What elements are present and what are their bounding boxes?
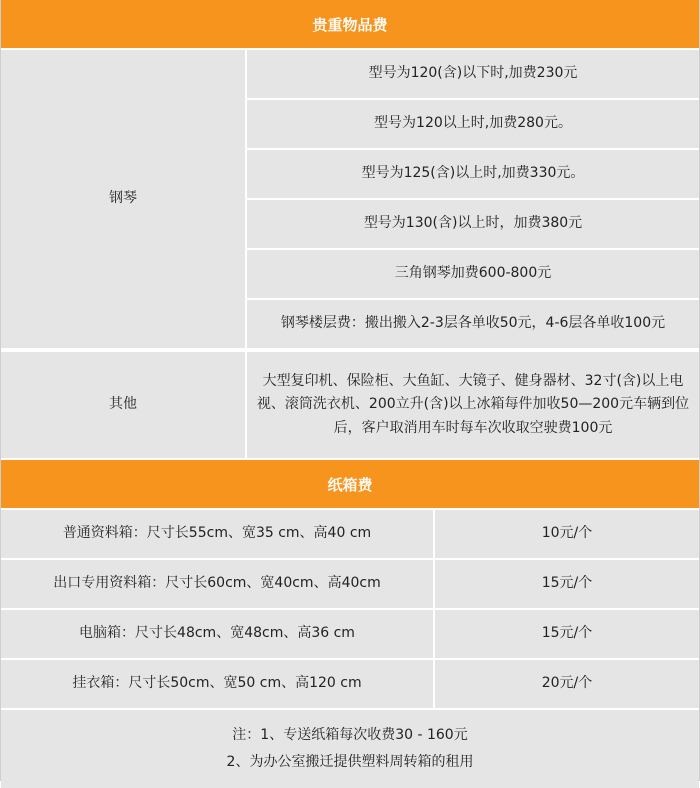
fee-detail-column: [247, 50, 699, 458]
carton-price: 10元/个: [435, 510, 699, 558]
carton-name: 挂衣箱：尺寸长50cm、宽50 cm、高120 cm: [1, 660, 433, 708]
cartons-note: [1, 710, 699, 788]
piano-category-label: 钢琴: [1, 50, 245, 348]
carton-row: [1, 560, 699, 608]
carton-name: 电脑箱：尺寸长48cm、宽48cm、高36 cm: [1, 610, 433, 658]
piano-fee-item: 三角钢琴加费600-800元: [247, 250, 699, 298]
carton-price: 15元/个: [435, 560, 699, 608]
piano-floor-fee-item: 钢琴楼层费：搬出搬入2-3层各单收50元，4-6层各单收100元: [247, 300, 699, 348]
cartons-section-header: 纸箱费: [1, 460, 699, 508]
carton-price: 15元/个: [435, 610, 699, 658]
piano-fee-item: 型号为130(含)以上时，加费380元: [247, 200, 699, 248]
piano-fee-item: 型号为120以上时,加费280元。: [247, 100, 699, 148]
valuables-section-header: 贵重物品费: [1, 0, 699, 48]
carton-name: 出口专用资料箱：尺寸长60cm、宽40cm、高40cm: [1, 560, 433, 608]
note-line: 注：1、专送纸箱每次收费30 - 160元: [232, 727, 468, 744]
piano-fee-item: 型号为125(含)以上时,加费330元。: [247, 150, 699, 198]
other-category-label: 其他: [1, 352, 245, 458]
cartons-section: [1, 460, 699, 788]
carton-row: [1, 510, 699, 558]
note-line: 2、为办公室搬迁提供塑料周转箱的租用: [226, 754, 474, 770]
carton-row: [1, 610, 699, 658]
carton-name: 普通资料箱：尺寸长55cm、宽35 cm、高40 cm: [1, 510, 433, 558]
carton-price: 20元/个: [435, 660, 699, 708]
valuables-section: [1, 50, 699, 458]
piano-fee-item: 型号为120(含)以下时,加费230元: [247, 50, 699, 98]
carton-row: [1, 660, 699, 708]
category-column: [1, 50, 245, 458]
other-fee-description: 大型复印机、保险柜、大鱼缸、大镜子、健身器材、32寸(含)以上电视、滚筒洗衣机、200立升(含)以上冰箱每件加收50—200元车辆到位后，客户取消用车时每车次收取空驶费100元: [247, 352, 699, 458]
